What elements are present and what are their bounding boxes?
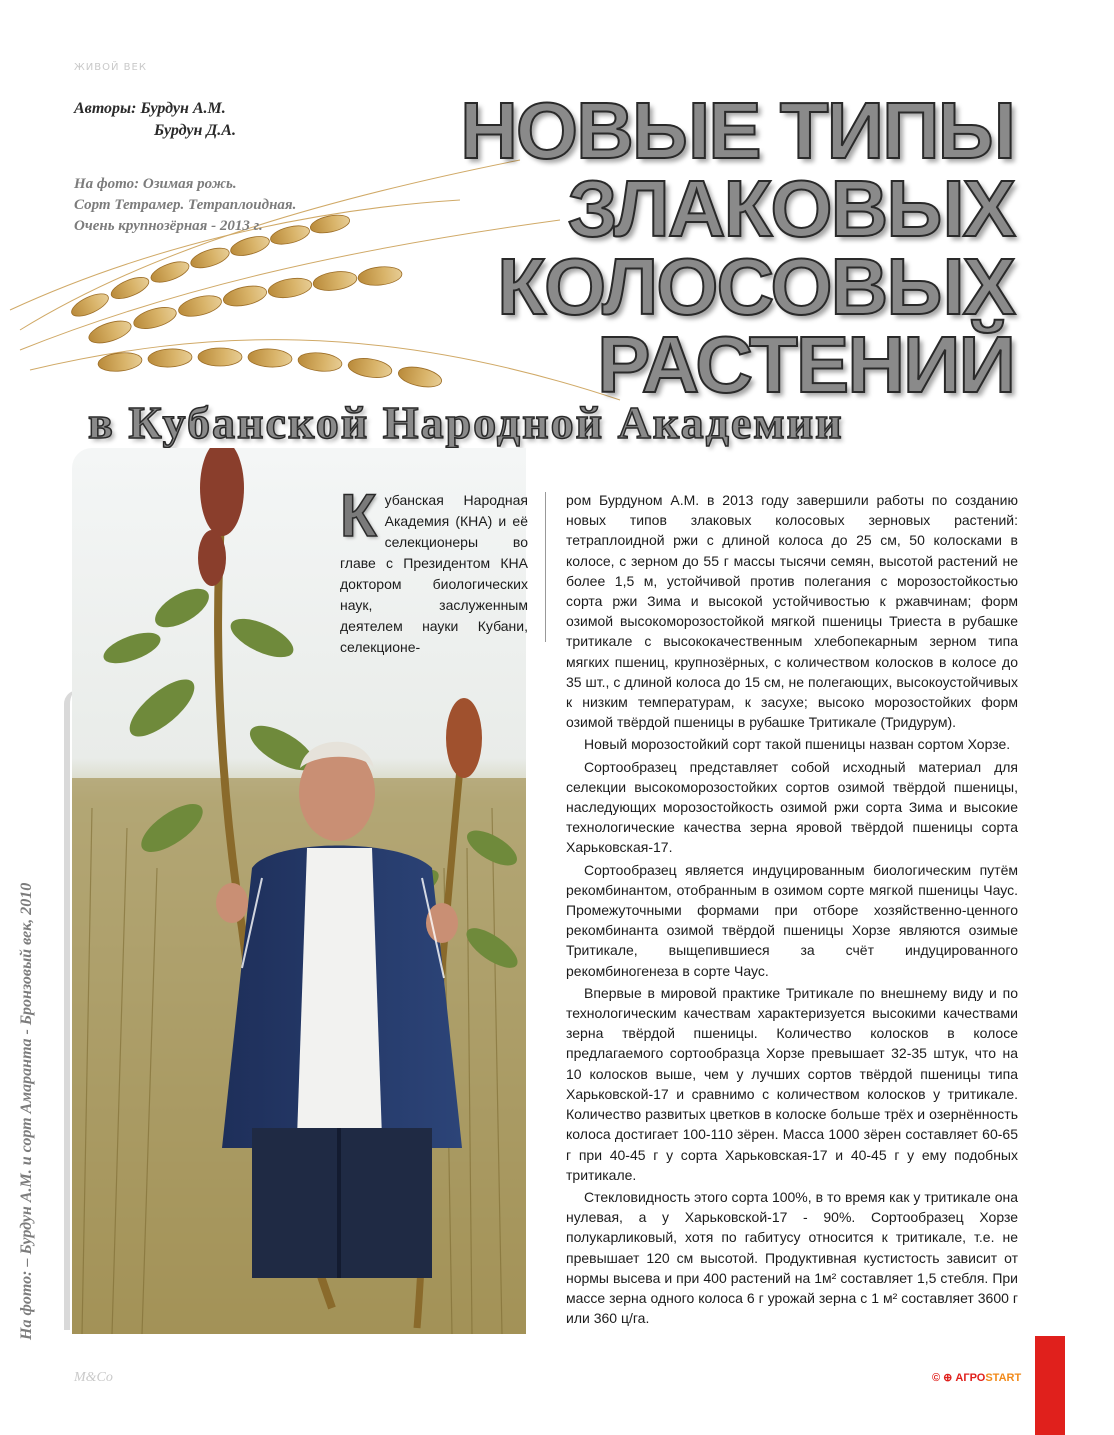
body-paragraph-5: Впервые в мировой практике Тритикале по внешнему виду и по технологическим качествам характеризуется высокими качествами зерна твёрдой пшеницы. Количество колосков в колосе предлагаемого сортообразца Хорзе превышает 32-35 штук, что на 10 колосков выше, чем у лучших сортов твёрдой пшеницы типа Харьковской-17 и сравнимо с количеством колосков у тритикале. Количество развитых цветков в колоске больше трёх и озернённость колоса достигает 100-110 зёрен. Масса 1000 зёрен составляет 60-65 г при 40-45 г у сорта Харьковская-17 и 40-45 г у ему подобных тритикале. (566, 984, 1018, 1183)
intro-text: убанская Народная Академия (КНА) и её селекционеры во главе с Президентом КНА доктором биологических наук, заслуженным деятелем науки Кубани, селекционе- (340, 492, 528, 655)
body-paragraph-4: Сортообразец является индуцированным биологическим путём рекомбинантом, отобранным в озимом сорте мягкой пшеницы Чаус. Промежуточными формами при отборе хозяйственно-ценного рекомбинанта озимой твёрдой пшеницы Хорзе являются озимые Тритикале, выщепившиеся за счёт индуцированного рекомбиногенеза в сорте Чаус. (566, 861, 1018, 979)
brand-start: START (985, 1372, 1022, 1384)
body-paragraph-3: Сортообразец представляет собой исходный материал для селекции высокоморозостойких сортов озимой твёрдой пшеницы, наследующих морозостойкость озимой ржи сорта Зима и высокие технологические качества зерна яровой твёрдой пшеницы сорта Харьковская-17. (566, 758, 1018, 856)
body-paragraph-6: Стекловидность этого сорта 100%, в то время как у тритикале она нулевая, а у Харьковской-17 - 90%. Сортообразец Хорзе полукарликовый, хотя по габитусу относится к тритикале, т.е. не превышает 120 см высотой. Продуктивная кустистость зависит от нормы высева и при 400 растений на 1м² составляет 1,5 стебля. При массе зерна одного колоса 6 г урожай зерна с 1 м² составляет 3600 г или 360 ц/га. (566, 1188, 1018, 1327)
article-subtitle: в Кубанской Народной Академии (88, 397, 844, 448)
drop-cap: К (340, 482, 377, 549)
top-mark: ЖИВОЙ ВЕК (74, 62, 147, 73)
body-paragraph-2: Новый морозостойкий сорт такой пшеницы назван сортом Хорзе. (584, 736, 1011, 753)
column-divider (545, 492, 546, 642)
brand-agro: АГРО (955, 1372, 986, 1384)
body-paragraph-1: ром Бурдуном А.М. в 2013 году завершили работы по созданию новых типов злаковых колосовых зерновых растений: тетраплоидной ржи с длиной колоса до 25 см, 50 колосками в колосе, с зерном до 55 г массы тысячи семян, высотой растений не более 1,5 м, устойчивой против полегания с морозостойкостью сорта ржи Зима и высокой устойчивостью к ржавчинам; форм озимой высокоморозостойкой мягкой пшеницы Триеста в рубашке тритикале с высококачественным хлебопекарным зерном типа мягких пшениц, крупнозёрных, с количеством колосков в колосе до 35 шт., с длиной колоса до 15 см, не полегающих, высокоустойчивых к низким температурам, к засухе; высоко морозостойких форм озимой твёрдой пшеницы в рубашке Тритикале (Тридурум). (566, 492, 1018, 731)
footer-left-mark: M&Co (74, 1370, 113, 1385)
wheat-caption-line-2: Сорт Тетрамер. Тетраплоидная. (74, 197, 297, 213)
author-line-2: Бурдун Д.А. (154, 122, 236, 139)
authors (74, 98, 236, 142)
body-column (566, 490, 1018, 1328)
page-edge-tab (1035, 1336, 1065, 1435)
wheat-caption-line-1: На фото: Озимая рожь. (74, 176, 237, 192)
intro-column (340, 482, 528, 658)
wheat-caption (74, 174, 296, 237)
photo-vertical-caption: На фото: – Бурдун А.М. и сорт Амаранта - Бронзовый век, 2010 (18, 882, 35, 1340)
headline-line-3: КОЛОСОВЫХ (497, 242, 1014, 331)
headline-line-4: РАСТЕНИЙ (597, 320, 1014, 409)
brand-symbols-icon: © ⊕ (932, 1372, 953, 1384)
headline-line-2: ЗЛАКОВЫХ (567, 164, 1014, 253)
wheat-caption-line-3: Очень крупнозёрная - 2013 г. (74, 218, 263, 234)
author-line-1: Авторы: Бурдун А.М. (74, 100, 226, 117)
headline-line-1: НОВЫЕ ТИПЫ (460, 86, 1014, 175)
footer-brand (932, 1371, 1021, 1384)
article-headline (374, 86, 1014, 409)
